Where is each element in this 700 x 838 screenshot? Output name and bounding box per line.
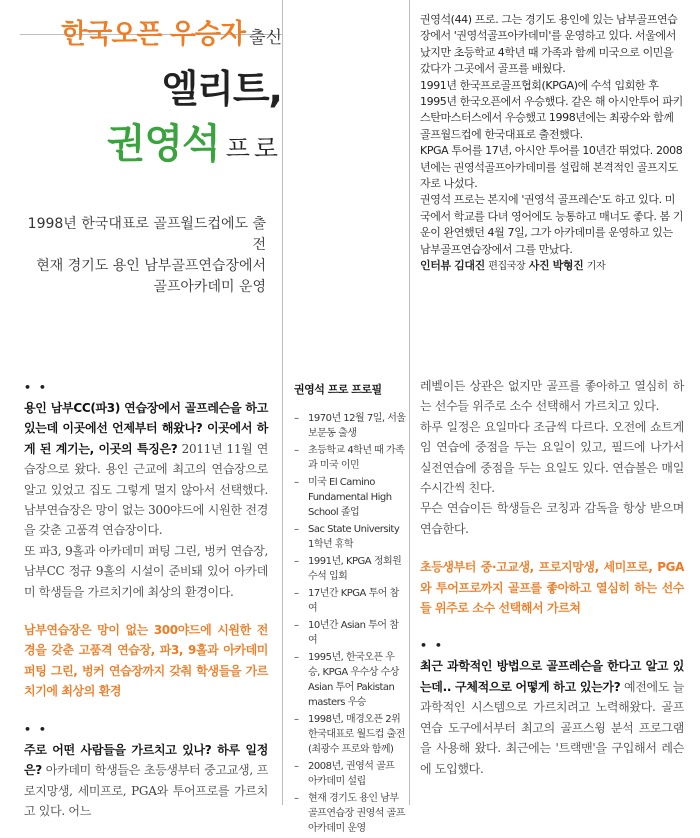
intro-paragraph: KPGA 투어를 17년, 아시안 투어를 10년간 뛰었다. 2008년에는 권영석골프아카데미를 설립해 본격적인 골프지도자로 나섰다. [420,144,683,191]
answer-2: 아카데미 학생들은 초등생부터 중고교생, 프로지망생, 세미프로, PGA와 투어프로를 가르치고 있다. 어느 [24,763,268,818]
pull-quote-right: 초등생부터 중·고교생, 프로지망생, 세미프로, PGA와 투어프로까지 골프를 좋아하고 열심히 하는 선수들 위주로 소수 선택해서 가르쳐 [420,560,684,616]
title-highlight-champion: 한국오픈 우승자 [61,19,246,50]
profile-box [294,382,406,838]
section-dots: • • [24,381,48,394]
answer-1-continued: 또 파3, 9홀과 아카데미 퍼팅 그린, 벙커 연습장, 남부CC 정규 9홀의 시설이 준비돼 있어 아카데미 학생들을 가르치기에 최상의 환경이다. [24,543,268,599]
profile-item: – 현재 경기도 용인 남부골프연습장 권영석 골프아카데미 운영 [294,791,406,836]
qa-block-2 [24,740,268,822]
answer-1: 2011년 11월 연습장으로 왔다. 용인 근교에 최고의 연습장으로 알고 있었고 집도 그렇게 멀지 않아서 선택했다. 남부연습장은 망이 없는 300야드에 시원한 전경을 갖춘 고품격 연습장이다. [24,441,268,538]
profile-item: – 초등학교 4학년 때 가족과 미국 이민 [294,443,406,473]
title-line-3 [20,112,282,169]
profile-item: – 1995년, 한국오픈 우승, KPGA 우수상 수상 Asian 투어 Pakistan masters 우승 [294,650,406,710]
section-dots: • • [24,722,48,736]
section-dots: • • [420,639,444,653]
title-suffix-pro: 프로 [225,134,282,163]
profile-item: – 1970년 12월 7일, 서울 보문동 출생 [294,411,406,441]
profile-item: – 17년간 KPGA 투어 참여 [294,586,406,616]
answer-2-continued: 레벨이든 상관은 없지만 골프를 좋아하고 열심히 하는 선수들 위주로 소수 선택해서 가르치고 있다. [420,379,684,414]
answer-2-coaching: 무슨 연습이든 학생들은 코칭과 감독을 항상 받으며 연습한다. [420,501,684,536]
profile-title: 권영석 프로 프로필 [294,383,382,396]
subtitle-line: 현재 경기도 용인 남부골프연습장에서 [36,258,266,274]
title-line-2: 엘리트, [161,67,282,111]
divider-vertical-right [409,0,410,805]
profile-item: – 1991년, KPGA 정회원 수석 입회 [294,554,406,584]
answer-2-schedule: 하루 일정은 요일마다 조금씩 다르다. 오전에 쇼트게임 연습에 중점을 두는 요일이 있고, 필드에 나가서 실전연습에 중점을 두는 요일도 있다. 연습볼은 매일 수시간씩 친다. [420,419,684,496]
intro-paragraph: 권영석 프로는 본지에 '권영석 골프레슨'도 하고 있다. 미국에서 학교를 다녀 영어에도 능통하고 매너도 좋다. 봄 기운이 완연했던 4월 7일, 그가 아카데미를 운영하고 있는 남부골프연습장에서 그를 만났다. [420,193,684,256]
question-2: 주로 어떤 사람들을 가르치고 있나? 하루 일정은? [24,742,268,778]
profile-item: – 1998년, 매경오픈 2위 한국대표로 월드컵 출전(최광수 프로와 함께) [294,712,406,757]
title-suffix-origin: 출신 [249,28,282,48]
profile-item: – 미국 El Camino Fundamental High School 졸업 [294,475,406,520]
credit-line [420,258,684,275]
left-column [24,378,268,821]
qa-block-3 [420,656,684,778]
credit-interview-role: 편집국장 [488,261,526,273]
right-column [420,376,684,779]
credit-interview-label: 인터뷰 [420,259,451,273]
credit-photo-role: 기자 [586,261,606,273]
title-name: 권영석 [106,121,220,167]
credit-photo-name: 박형진 [552,259,584,273]
intro-paragraph: 권영석(44) 프로. 그는 경기도 용인에 있는 남부골프연습장에서 '권영석골프아카데미'를 운영하고 있다. 서울에서 났지만 초등학교 4학년 때 가족과 함께 미국으로 이민을 갔다가 그곳에서 골프를 배웠다. [420,13,678,76]
subtitle-line: 1998년 한국대표로 골프월드컵에도 출전 [27,216,266,253]
intro-text [420,12,684,276]
subtitle-line: 골프아카데미 운영 [153,279,266,295]
credit-photo-label: 사진 [528,259,550,273]
question-1: 용인 남부CC(파3) 연습장에서 골프레슨을 하고 있는데 이곳에선 언제부터 해왔나? 이곳에서 하게 된 계기는, 이곳의 특징은? [24,401,268,456]
credit-interview-name: 김대진 [454,259,485,273]
profile-item: – 10년간 Asian 투어 참여 [294,618,406,648]
title-line-1 [20,12,282,51]
question-3: 최근 과학적인 방법으로 골프레슨을 한다고 알고 있는데.. 구체적으로 어떻게 하고 있는가? [420,659,684,694]
answer-3: 예전에도 늘 과학적인 시스템으로 가르치려고 노력해왔다. 골프 연습 도구에서부터 최고의 골프스윙 분석 프로그램을 사용해 왔다. 최근에는 '트랙맨'을 구입해서 레슨에 도입했다. [420,679,684,776]
pull-quote-left: 남부연습장은 망이 없는 300야드에 시원한 전경을 갖춘 고품격 연습장, 파3, 9홀과 아카데미 퍼팅 그린, 벙커 연습장까지 갖춰 학생들을 가르치기에 최상의 환경 [24,623,268,699]
subtitle [20,214,266,298]
profile-item: – 2008년, 권영석 골프 아카데미 설립 [294,759,406,789]
intro-paragraph: 1991년 한국프로골프협회(KPGA)에 수석 입회한 후 1995년 한국오픈에서 우승했다. 같은 해 아시안투어 파키스탄마스터스에서 우승했고 1998년에는 최광수와 함께 골프월드컵에 한국대표로 출전했다. [420,78,683,141]
profile-item: – Sac State University 1학년 휴학 [294,522,406,552]
qa-block-1 [24,398,268,541]
profile-list [294,411,406,836]
divider-vertical-left [282,0,283,805]
